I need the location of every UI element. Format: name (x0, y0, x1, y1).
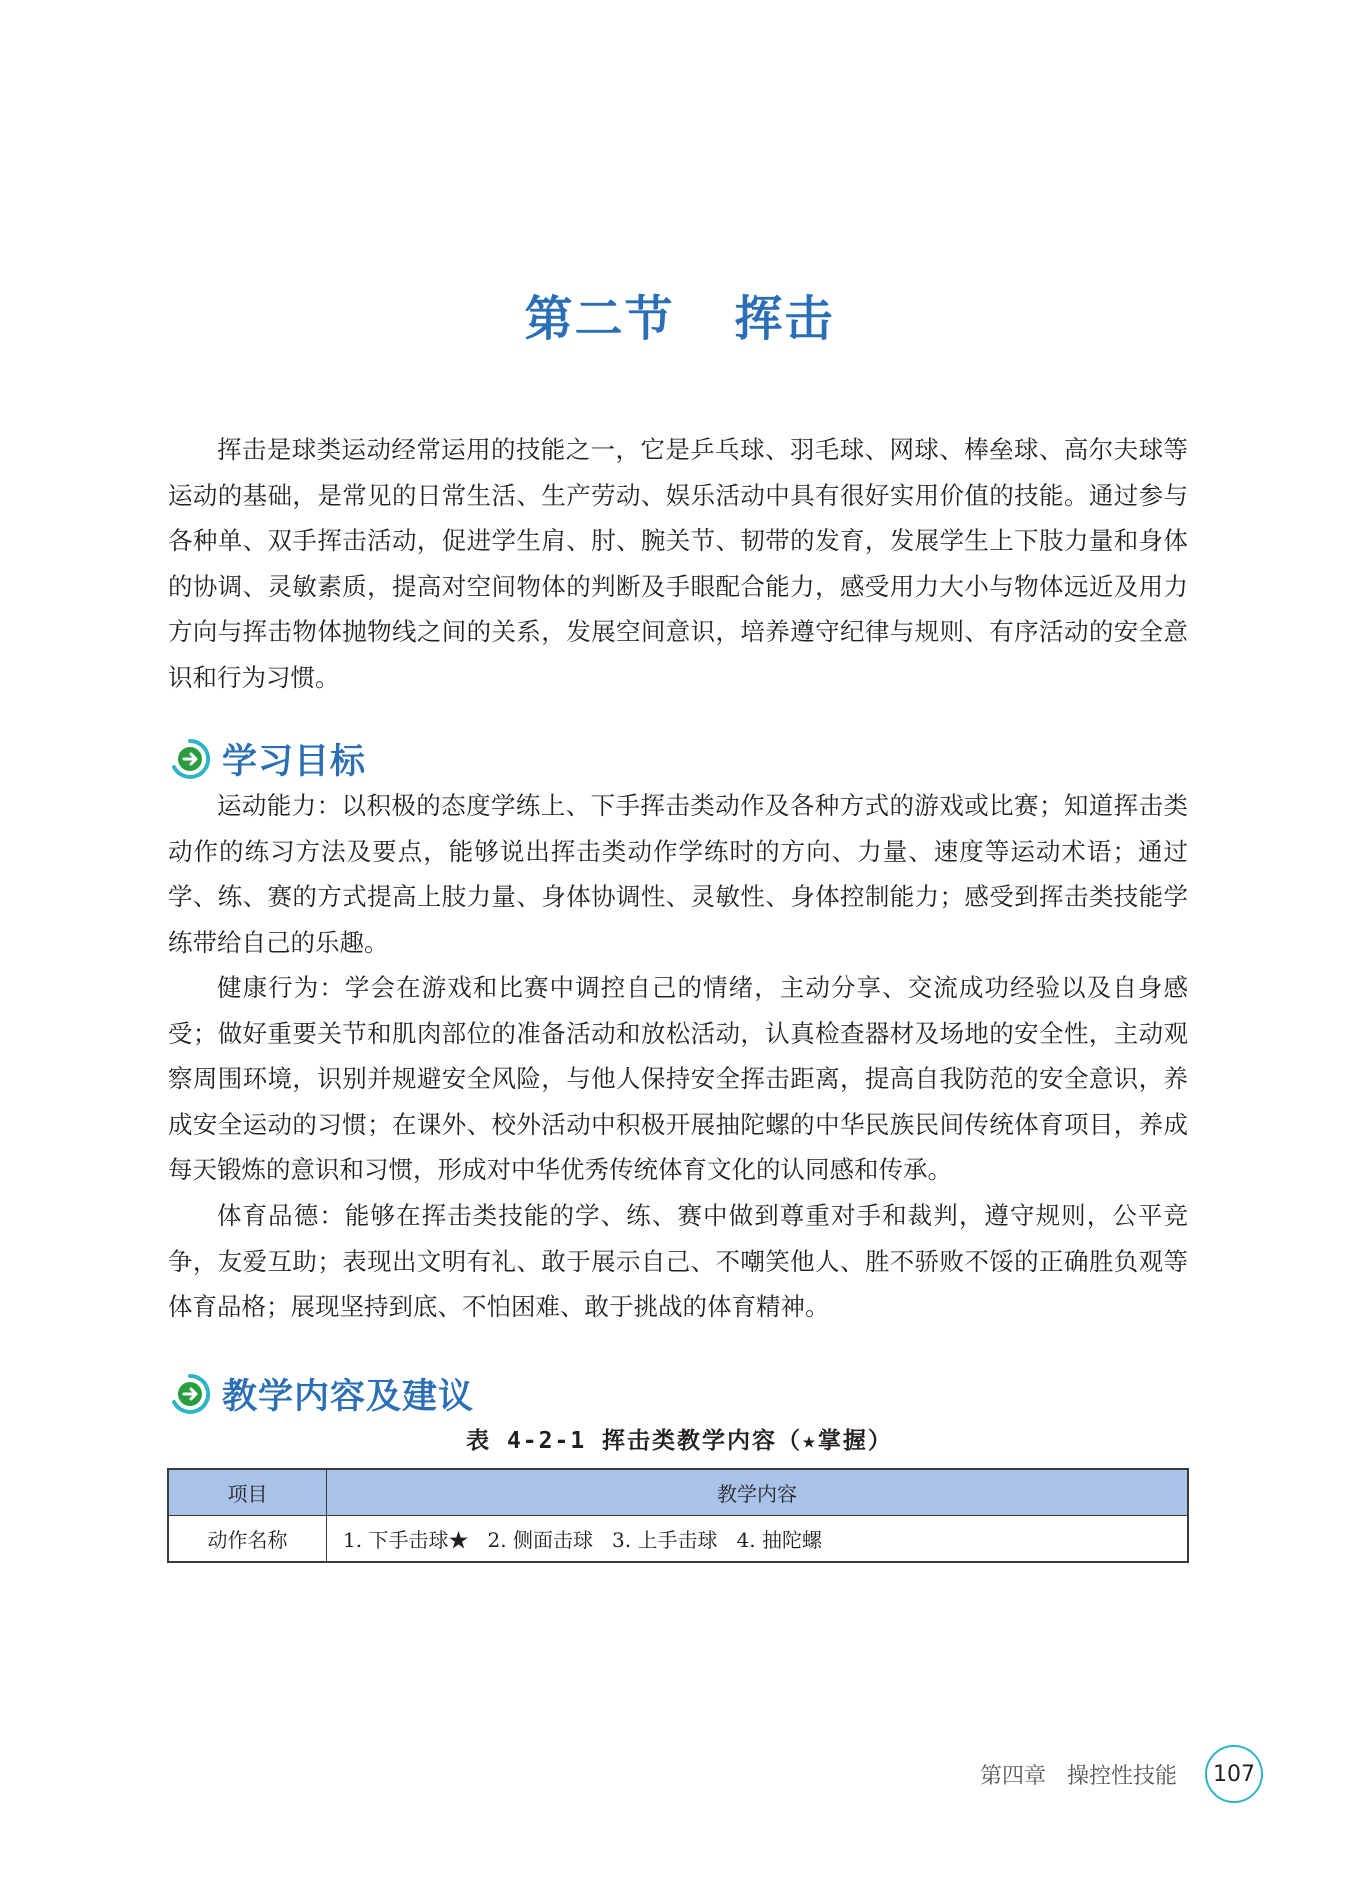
section-name: 挥击 (734, 291, 835, 347)
page-footer (980, 1744, 1263, 1804)
arrow-circle-icon (168, 1372, 212, 1416)
teaching-heading (168, 1367, 474, 1421)
row-label: 动作名称 (168, 1516, 327, 1563)
goal-health-behavior: 健康行为：学会在游戏和比赛中调控自己的情绪，主动分享、交流成功经验以及自身感受；做好重要关节和肌肉部位的准备活动和放松活动，认真检查器材及场地的安全性，主动观察周围环境，识别并规避安全风险，与他人保持安全挥击距离，提高自我防范的安全意识，养成安全运动的习惯；在课外、校外活动中积极开展抽陀螺的中华民族民间传统体育项目，养成每天锻炼的意识和习惯，形成对中华优秀传统体育文化的认同感和传承。 (168, 973, 1188, 1184)
goals-heading-label: 学习目标 (222, 742, 367, 782)
section-title (0, 280, 1359, 349)
arrow-circle-icon (168, 737, 212, 781)
table-row (168, 1516, 1188, 1563)
table-caption: 表 4-2-1 挥击类教学内容（★掌握） (466, 1428, 893, 1454)
goal-sports-ethics: 体育品德：能够在挥击类技能的学、练、赛中做到尊重对手和裁判，遵守规则，公平竞争，友爱互助；表现出文明有礼、敢于展示自己、不嘲笑他人、胜不骄败不馁的正确胜负观等体育品格；展现坚持到底、不怕困难、敢于挑战的体育精神。 (168, 1201, 1188, 1321)
goal-motor-ability: 运动能力：以积极的态度学练上、下手挥击类动作及各种方式的游戏或比赛；知道挥击类动作的练习方法及要点，能够说出挥击类动作学练时的方向、力量、速度等运动术语；通过学、练、赛的方式提高上肢力量、身体协调性、灵敏性、身体控制能力；感受到挥击类技能学练带给自己的乐趣。 (168, 791, 1188, 957)
intro-paragraph: 挥击是球类运动经常运用的技能之一，它是乒乓球、羽毛球、网球、棒垒球、高尔夫球等运动的基础，是常见的日常生活、生产劳动、娱乐活动中具有很好实用价值的技能。通过参与各种单、双手挥击活动，促进学生肩、肘、腕关节、韧带的发育，发展学生上下肢力量和身体的协调、灵敏素质，提高对空间物体的判断及手眼配合能力，感受用力大小与物体远近及用力方向与挥击物体抛物线之间的关系，发展空间意识，培养遵守纪律与规则、有序活动的安全意识和行为习惯。 (168, 435, 1188, 692)
header-content: 教学内容 (327, 1469, 1189, 1516)
goals-heading (168, 732, 366, 786)
teaching-content-table (167, 1468, 1189, 1563)
page-number: 107 (1205, 1745, 1263, 1803)
row-content: 1. 下手击球★ 2. 侧面击球 3. 上手击球 4. 抽陀螺 (327, 1516, 1189, 1563)
chapter-label: 第四章 操控性技能 (980, 1763, 1177, 1789)
teaching-heading-label: 教学内容及建议 (222, 1377, 475, 1417)
table-header-row (168, 1469, 1188, 1516)
section-number: 第二节 (524, 291, 675, 347)
header-item: 项目 (168, 1469, 327, 1516)
